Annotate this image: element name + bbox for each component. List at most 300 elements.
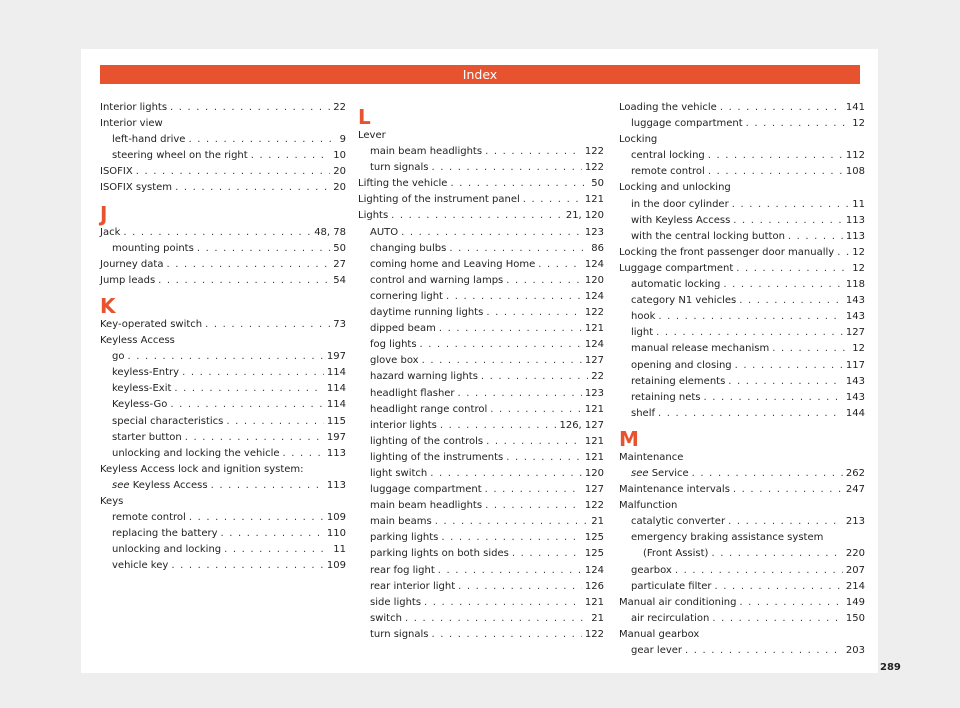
page-reference: 123 — [584, 387, 604, 399]
index-entry — [619, 579, 865, 595]
entry-term — [370, 563, 435, 579]
page-reference: 247 — [845, 484, 865, 496]
entry-text: luggage compartment — [370, 484, 482, 496]
page-reference: 110 — [326, 528, 346, 540]
index-column-3 — [619, 100, 865, 659]
entry-term — [358, 176, 447, 192]
entry-term — [631, 611, 709, 627]
entry-term — [370, 273, 503, 289]
entry-text: Luggage compartment — [619, 262, 734, 274]
entry-term — [370, 546, 509, 562]
page-reference: 127 — [584, 484, 604, 496]
page-reference: 127 — [584, 355, 604, 367]
index-entry — [100, 365, 346, 381]
index-entry — [358, 257, 604, 273]
entry-term — [112, 241, 194, 257]
dot-leader — [685, 643, 843, 659]
dot-leader — [432, 627, 582, 643]
entry-term — [631, 579, 712, 595]
dot-leader — [441, 530, 582, 546]
entry-text: headlight flasher — [370, 387, 455, 399]
entry-term — [631, 213, 730, 229]
entry-term — [370, 530, 438, 546]
dot-leader — [251, 148, 331, 164]
entry-text: unlocking and locking the vehicle — [112, 447, 280, 459]
entry-text: Service — [651, 467, 689, 479]
index-entry — [100, 164, 346, 180]
entry-text: Key-operated switch — [100, 318, 203, 330]
dot-leader — [837, 245, 849, 261]
index-entry — [100, 510, 346, 526]
entry-term — [100, 257, 163, 273]
page-reference: 127 — [845, 327, 865, 339]
index-entry — [619, 358, 865, 374]
page-reference: 21, 120 — [565, 210, 604, 222]
dot-leader — [221, 526, 324, 542]
page-reference: 109 — [326, 512, 346, 524]
page-reference: 207 — [845, 564, 865, 576]
dot-leader — [739, 293, 843, 309]
index-entry — [358, 353, 604, 369]
entry-term — [370, 289, 443, 305]
dot-leader — [127, 349, 323, 365]
index-entry — [100, 381, 346, 397]
index-entry — [358, 208, 604, 224]
entry-text: parking lights on both sides — [370, 548, 509, 560]
dot-leader — [658, 406, 843, 422]
entry-term — [112, 510, 186, 526]
section-letter: K — [100, 293, 116, 318]
index-heading: Manual gearbox — [619, 628, 700, 640]
entry-text: vehicle key — [112, 560, 169, 572]
entry-text: main beam headlights — [370, 500, 483, 512]
entry-term — [619, 245, 834, 261]
entry-term — [112, 414, 223, 430]
entry-term — [370, 241, 446, 257]
index-entry — [358, 514, 604, 530]
section-letter: J — [100, 201, 108, 226]
index-entry — [619, 482, 865, 498]
dot-leader — [166, 257, 330, 273]
dot-leader — [205, 317, 330, 333]
page-reference: 150 — [845, 612, 865, 624]
page-reference: 113 — [326, 447, 346, 459]
index-heading: Keyless Access lock and ignition system: — [100, 463, 304, 475]
page-reference: 122 — [584, 500, 604, 512]
dot-leader — [283, 446, 324, 462]
dot-leader — [224, 542, 330, 558]
page-reference: 114 — [326, 367, 346, 379]
entry-text: daytime running lights — [370, 307, 484, 319]
page-reference: 122 — [584, 307, 604, 319]
page-reference: 126 — [584, 580, 604, 592]
page-reference: 12 — [852, 118, 865, 130]
dot-leader — [226, 414, 324, 430]
page-reference: 115 — [326, 415, 346, 427]
entry-term — [370, 386, 455, 402]
entry-text: Jack — [100, 226, 121, 238]
entry-text: Lighting of the instrument panel — [358, 194, 520, 206]
entry-text: ISOFIX system — [100, 182, 173, 194]
index-entry — [358, 466, 604, 482]
entry-text: mounting points — [112, 242, 194, 254]
entry-text: glove box — [370, 355, 419, 367]
index-entry — [100, 414, 346, 430]
index-entry — [619, 309, 865, 325]
page-reference: 123 — [584, 226, 604, 238]
page-reference: 11 — [852, 198, 865, 210]
dot-leader — [174, 381, 324, 397]
entry-term — [631, 358, 732, 374]
index-entry — [619, 325, 865, 341]
entry-text: Lifting the vehicle — [358, 178, 448, 190]
page-reference: 48, 78 — [314, 226, 346, 238]
dot-leader — [481, 369, 588, 385]
page-reference: 22 — [333, 102, 346, 113]
dot-leader — [432, 160, 582, 176]
dot-leader — [523, 192, 582, 208]
dot-leader — [439, 321, 582, 337]
page-reference: 121 — [584, 194, 604, 206]
index-entry — [619, 164, 865, 180]
entry-term — [370, 611, 402, 627]
entry-term — [112, 132, 185, 148]
page-reference: 113 — [845, 214, 865, 226]
index-entry — [358, 450, 604, 466]
page-reference: 203 — [845, 645, 865, 656]
index-entry — [358, 563, 604, 579]
index-entry — [358, 434, 604, 450]
dot-leader — [170, 100, 330, 116]
entry-term — [631, 514, 725, 530]
entry-text: (Front Assist) — [643, 548, 709, 560]
page-number: 289 — [880, 662, 901, 673]
entry-text: gearbox — [631, 564, 672, 576]
entry-term — [370, 466, 427, 482]
dot-leader — [658, 309, 843, 325]
dot-leader — [440, 418, 557, 434]
section-letter: L — [358, 105, 371, 129]
page-reference: 197 — [326, 431, 346, 443]
entry-text: keyless-Entry — [112, 367, 180, 379]
page-reference: 50 — [591, 178, 604, 190]
index-entry — [358, 627, 604, 643]
entry-term — [631, 164, 705, 180]
entry-text: fog lights — [370, 339, 417, 351]
page-reference: 120 — [584, 467, 604, 479]
entry-term — [370, 482, 482, 498]
dot-leader — [506, 450, 582, 466]
dot-leader — [733, 482, 843, 498]
index-heading: Locking — [619, 134, 658, 146]
page-reference: 114 — [326, 399, 346, 411]
dot-leader — [188, 132, 336, 148]
index-entry — [619, 466, 865, 482]
index-entry — [100, 148, 346, 164]
entry-term — [370, 498, 482, 514]
page-reference: 143 — [845, 391, 865, 403]
dot-leader — [458, 579, 582, 595]
entry-term — [631, 277, 720, 293]
entry-term — [370, 144, 482, 160]
dot-leader — [733, 213, 843, 229]
index-entry — [358, 241, 604, 257]
index-entry — [358, 402, 604, 418]
entry-text: main beams — [370, 516, 432, 528]
entry-term — [112, 397, 167, 413]
dot-leader — [692, 466, 843, 482]
entry-text: changing bulbs — [370, 242, 447, 254]
dot-leader — [486, 434, 582, 450]
entry-term — [370, 160, 429, 176]
entry-term — [370, 257, 535, 273]
index-heading: Keyless Access — [100, 335, 175, 347]
index-entry — [100, 478, 346, 494]
index-entry — [358, 498, 604, 514]
page-reference: 143 — [845, 375, 865, 387]
index-entry — [358, 530, 604, 546]
entry-term — [631, 406, 655, 422]
index-column-2 — [358, 100, 604, 643]
index-heading: Locking and unlocking — [619, 182, 731, 194]
index-entry — [619, 390, 865, 406]
entry-term — [631, 390, 700, 406]
index-entry — [619, 100, 865, 116]
index-entry — [358, 386, 604, 402]
entry-text: unlocking and locking — [112, 544, 222, 556]
page-reference: 121 — [584, 435, 604, 447]
entry-text: keyless-Exit — [112, 383, 172, 395]
page-reference: 121 — [584, 403, 604, 415]
entry-text: dipped beam — [370, 323, 436, 335]
dot-leader — [506, 273, 582, 289]
index-entry — [358, 160, 604, 176]
entry-text: special characteristics — [112, 415, 224, 427]
index-heading: Maintenance — [619, 451, 684, 463]
entry-text: retaining nets — [631, 391, 701, 403]
page-reference: 141 — [845, 102, 865, 113]
index-entry — [619, 406, 865, 422]
entry-text: remote control — [631, 166, 705, 178]
entry-text: Maintenance intervals — [619, 484, 730, 496]
page-reference: 122 — [584, 162, 604, 174]
index-entry — [358, 192, 604, 208]
entry-term — [370, 337, 417, 353]
entry-text: catalytic converter — [631, 516, 726, 528]
entry-text: in the door cylinder — [631, 198, 729, 210]
entry-term — [100, 273, 155, 289]
page-reference: 73 — [333, 318, 346, 330]
index-heading: emergency braking assistance system — [631, 532, 824, 544]
page-reference: 114 — [326, 383, 346, 395]
entry-text: steering wheel on the right — [112, 150, 248, 162]
entry-term — [631, 374, 725, 390]
entry-text: central locking — [631, 150, 705, 162]
dot-leader — [391, 208, 563, 224]
page-reference: 121 — [584, 596, 604, 608]
dot-leader — [438, 563, 582, 579]
dot-leader — [485, 498, 582, 514]
index-column-1 — [100, 100, 346, 574]
index-header: Index — [100, 65, 860, 84]
page-reference: 213 — [845, 516, 865, 528]
page-reference: 11 — [333, 544, 346, 556]
index-entry — [358, 225, 604, 241]
page-reference: 118 — [845, 279, 865, 291]
entry-term — [370, 402, 487, 418]
section-letter: M — [619, 426, 639, 451]
page-reference: 9 — [339, 134, 346, 146]
dot-leader — [720, 100, 843, 116]
page-reference: 117 — [845, 359, 865, 371]
entry-term — [631, 293, 736, 309]
page-reference: 20 — [333, 166, 346, 178]
entry-term — [370, 353, 419, 369]
entry-text: ISOFIX — [100, 166, 133, 178]
page-reference: 220 — [845, 548, 865, 560]
entry-term — [631, 325, 653, 341]
entry-term — [370, 579, 455, 595]
page-reference: 121 — [584, 323, 604, 335]
index-entry — [100, 257, 346, 273]
entry-text: automatic locking — [631, 279, 721, 291]
entry-text: Locking the front passenger door manually — [619, 246, 835, 258]
entry-text: Journey data — [100, 258, 164, 270]
index-entry — [619, 374, 865, 390]
dot-leader — [171, 558, 324, 574]
entry-text: particulate filter — [631, 580, 712, 592]
page-reference: 21 — [591, 612, 604, 624]
index-entry — [619, 213, 865, 229]
entry-term — [370, 369, 478, 385]
entry-term — [112, 446, 280, 462]
dot-leader — [512, 546, 582, 562]
index-entry — [358, 595, 604, 611]
entry-text: Manual air conditioning — [619, 596, 737, 608]
dot-leader — [446, 289, 582, 305]
entry-text: turn signals — [370, 162, 429, 174]
dot-leader — [170, 397, 324, 413]
entry-text: interior lights — [370, 419, 437, 431]
index-entry — [619, 546, 865, 562]
entry-term — [370, 595, 421, 611]
entry-text: side lights — [370, 596, 422, 608]
entry-term — [370, 321, 436, 337]
page-reference: 143 — [845, 311, 865, 323]
dot-leader — [711, 546, 842, 562]
entry-term — [631, 197, 729, 213]
entry-term — [370, 450, 503, 466]
dot-leader — [732, 197, 850, 213]
entry-text: Interior lights — [100, 102, 168, 113]
entry-text: gear lever — [631, 645, 683, 656]
entry-text: with the central locking button — [631, 230, 785, 242]
dot-leader — [656, 325, 843, 341]
entry-term — [631, 563, 672, 579]
entry-term — [100, 100, 167, 116]
entry-term — [370, 418, 437, 434]
dot-leader — [211, 478, 324, 494]
page-reference: 86 — [591, 242, 604, 254]
page-reference: 124 — [584, 564, 604, 576]
dot-leader — [182, 365, 324, 381]
entry-text: starter button — [112, 431, 182, 443]
entry-term — [643, 546, 708, 562]
dot-leader — [490, 402, 582, 418]
index-entry — [358, 321, 604, 337]
dot-leader — [675, 563, 843, 579]
index-entry — [358, 546, 604, 562]
entry-text: retaining elements — [631, 375, 726, 387]
entry-text: opening and closing — [631, 359, 732, 371]
page-reference: 22 — [591, 371, 604, 383]
index-entry — [358, 418, 604, 434]
entry-term — [358, 192, 520, 208]
entry-term — [631, 643, 682, 659]
index-entry — [358, 176, 604, 192]
dot-leader — [735, 358, 843, 374]
entry-text: turn signals — [370, 628, 429, 640]
entry-text: go — [112, 351, 125, 363]
dot-leader — [435, 514, 589, 530]
entry-text: hazard warning lights — [370, 371, 478, 383]
index-entry — [358, 273, 604, 289]
index-entry — [100, 558, 346, 574]
entry-text: luggage compartment — [631, 118, 743, 130]
page-reference: 122 — [584, 146, 604, 158]
entry-term — [112, 542, 221, 558]
page-reference: 143 — [845, 295, 865, 307]
entry-term — [100, 164, 133, 180]
page-reference: 149 — [845, 596, 865, 608]
entry-text: replacing the battery — [112, 528, 218, 540]
entry-term — [370, 514, 432, 530]
entry-text: Loading the vehicle — [619, 102, 717, 113]
index-entry — [358, 611, 604, 627]
page-reference: 125 — [584, 548, 604, 560]
dot-leader — [185, 430, 324, 446]
page-reference: 113 — [845, 230, 865, 242]
dot-leader — [728, 514, 843, 530]
entry-text: main beam headlights — [370, 146, 483, 158]
dot-leader — [723, 277, 843, 293]
entry-text: cornering light — [370, 290, 443, 302]
see-reference: see — [112, 479, 130, 491]
index-entry — [619, 643, 865, 659]
index-entry — [100, 317, 346, 333]
entry-term — [112, 381, 171, 397]
dot-leader — [485, 144, 582, 160]
entry-text: lighting of the controls — [370, 435, 484, 447]
entry-term — [370, 305, 483, 321]
index-entry — [619, 611, 865, 627]
entry-term — [100, 317, 202, 333]
dot-leader — [736, 261, 849, 277]
index-entry — [100, 100, 346, 116]
index-entry — [619, 116, 865, 132]
entry-text: Keyless Access — [132, 479, 208, 491]
index-entry — [358, 289, 604, 305]
dot-leader — [708, 164, 843, 180]
see-reference: see — [631, 467, 649, 479]
dot-leader — [449, 241, 588, 257]
dot-leader — [708, 148, 843, 164]
entry-text: manual release mechanism — [631, 343, 770, 355]
entry-text: hook — [631, 311, 656, 323]
page-reference: 113 — [326, 479, 346, 491]
dot-leader — [703, 390, 842, 406]
entry-term — [631, 229, 785, 245]
